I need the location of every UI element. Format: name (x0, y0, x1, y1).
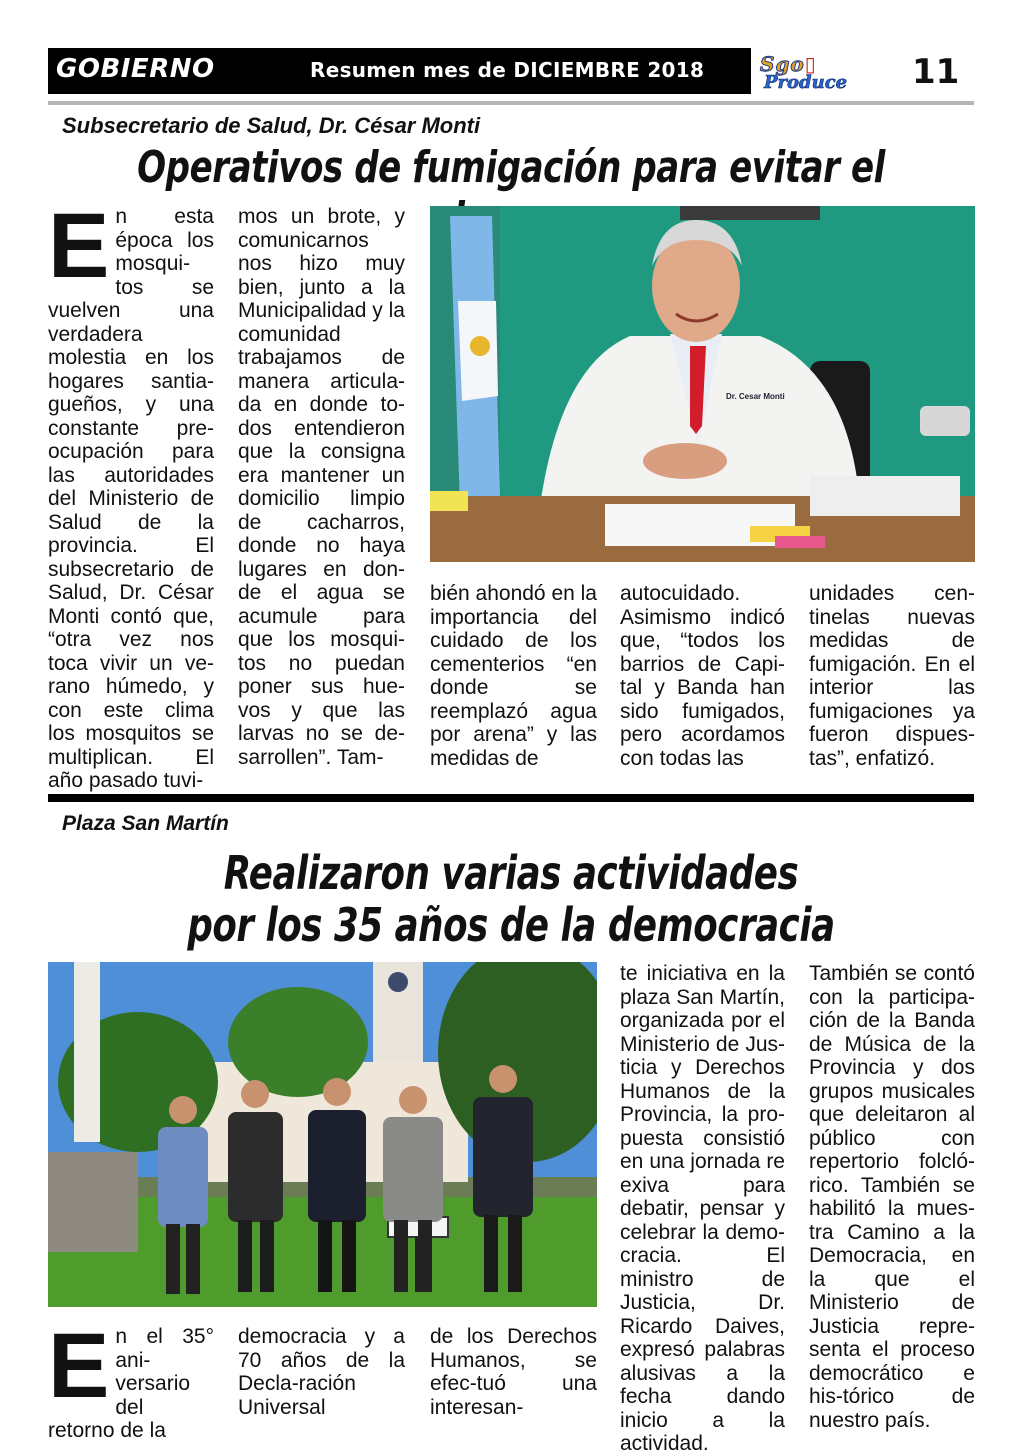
logo-bottom-text: Produce (764, 72, 848, 93)
issue-title: Resumen mes de DICIEMBRE 2018 (310, 58, 705, 82)
logo-top-text: Sgo▯ (760, 52, 817, 76)
article1-column-5: unidades cen-tinelas nuevas medidas de fumigación. En el interior las fumigaciones ya fueron dispues-tas”, enfatizó. (809, 582, 975, 770)
article2-headline-line1: Realizaron varias actividades (223, 846, 799, 900)
page-number: 11 (912, 52, 960, 92)
photo-plaza-illustration (48, 962, 597, 1307)
header-divider (48, 101, 974, 105)
photo-monti-illustration (430, 206, 975, 562)
article1-column-2: mos un brote, y comunicarnos nos hizo muy bien, junto a la Municipalidad y la comunidad trabajamos de manera articula-da en donde to-dos entendieron que la consigna era mantener un domicilio limpio de cacharros, donde no haya lugares en don-de el agua se acumule para que los mosqui-tos no puedan poner sus hue-vos y que las larvas no se de-sarrollen”. Tam- (238, 205, 405, 769)
sgo-produce-logo (758, 52, 898, 92)
article2-column-5: También se contó con la participa-ción de la Banda de Música de la Provincia y dos grupos musicales que deleitaron al público con repertorio folcló-rico. También se habilitó la mues-tra Camino a la Democracia, en la que el Ministerio de Justicia repre-senta el proceso democrático e his-tórico de nuestro país. (809, 962, 975, 1432)
article1-kicker: Subsecretario de Salud, Dr. César Monti (62, 113, 481, 138)
article2-dropcap: E (48, 1315, 110, 1417)
article2-column-2: democracia y a 70 años de la Decla-ración Universal (238, 1325, 405, 1419)
article2-photo-plaza (48, 962, 597, 1307)
article1-dropcap: E (48, 195, 110, 297)
article2-column-3: de los Derechos Humanos, se efec-tuó una interesan- (430, 1325, 597, 1419)
section-divider (48, 794, 974, 802)
photo-coat-badge: Dr. Cesar Monti (726, 392, 785, 401)
article2-col1-text: n el 35° ani-versario del retorno de la (48, 1325, 214, 1443)
article1-column-3: bién ahondó en la importancia del cuidado de los cementerios “en donde se reemplazó agua por arena” y las medidas de (430, 582, 597, 770)
article1-column-4: autocuidado. Asimismo indicó que, “todos los barrios de Capi-tal y Banda han sido fumigados, pero acordamos con todas las (620, 582, 785, 770)
page-header-bar (48, 48, 751, 94)
article1-col1-text: n esta época los mosqui-tos se vuelven una verdadera molestia en los hogares santia-gueños, y una constante pre-ocupación para las autoridades del Ministerio de Salud de la provincia. El subsecretario de Salud, Dr. César Monti contó que, “otra vez nos toca vivir un ve-rano húmedo, y con este clima los mosquitos se multiplican. El año pasado tuvi- (48, 205, 214, 793)
article2-column-1 (48, 1315, 214, 1443)
article2-kicker: Plaza San Martín (62, 812, 229, 835)
article1-photo-monti (430, 206, 975, 562)
section-title: GOBIERNO (56, 54, 215, 84)
article2-headline-line2: por los 35 años de la democracia (187, 898, 835, 952)
article1-column-1 (48, 195, 214, 793)
article2-column-4: te iniciativa en la plaza San Martín, organizada por el Ministerio de Jus-ticia y Derechos Humanos de la Provincia, la pro-puesta consistió en una jornada re exiva para debatir, pensar y celebrar la demo-cracia. El ministro de Justicia, Dr. Ricardo Daives, expresó palabras alusivas a la fecha dando inicio a la actividad. (620, 962, 785, 1456)
article1-headline: Operativos de fumigación para evitar el (137, 142, 885, 193)
